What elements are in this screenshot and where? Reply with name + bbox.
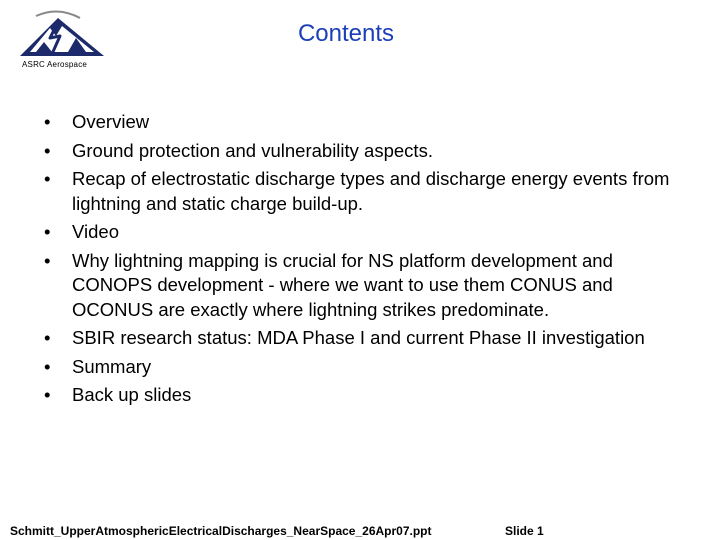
list-item: • Why lightning mapping is crucial for NS platform development and CONOPS development - where we want to use them CONUS and OCONUS are exactly where lightning strikes predominate.: [44, 249, 694, 323]
list-item: • Back up slides: [44, 383, 694, 408]
asrc-logo: [18, 8, 108, 72]
slide-title: Contents: [297, 20, 395, 47]
logo-caption: ASRC Aerospace: [22, 60, 88, 69]
contents-list: [44, 110, 694, 412]
footer-filename: Schmitt_UpperAtmosphericElectricalDischarges_NearSpace_26Apr07.ppt: [10, 524, 432, 538]
mountain-lightning-logo-icon: [18, 8, 108, 60]
list-item: • Overview: [44, 110, 694, 135]
list-item: • Ground protection and vulnerability aspects.: [44, 139, 694, 164]
list-item: • Recap of electrostatic discharge types and discharge energy events from lightning and static charge build-up.: [44, 167, 694, 216]
list-item: • SBIR research status: MDA Phase I and current Phase II investigation: [44, 326, 694, 351]
list-item: • Video: [44, 220, 694, 245]
footer-slide-number: Slide 1: [505, 524, 544, 538]
list-item: • Summary: [44, 355, 694, 380]
